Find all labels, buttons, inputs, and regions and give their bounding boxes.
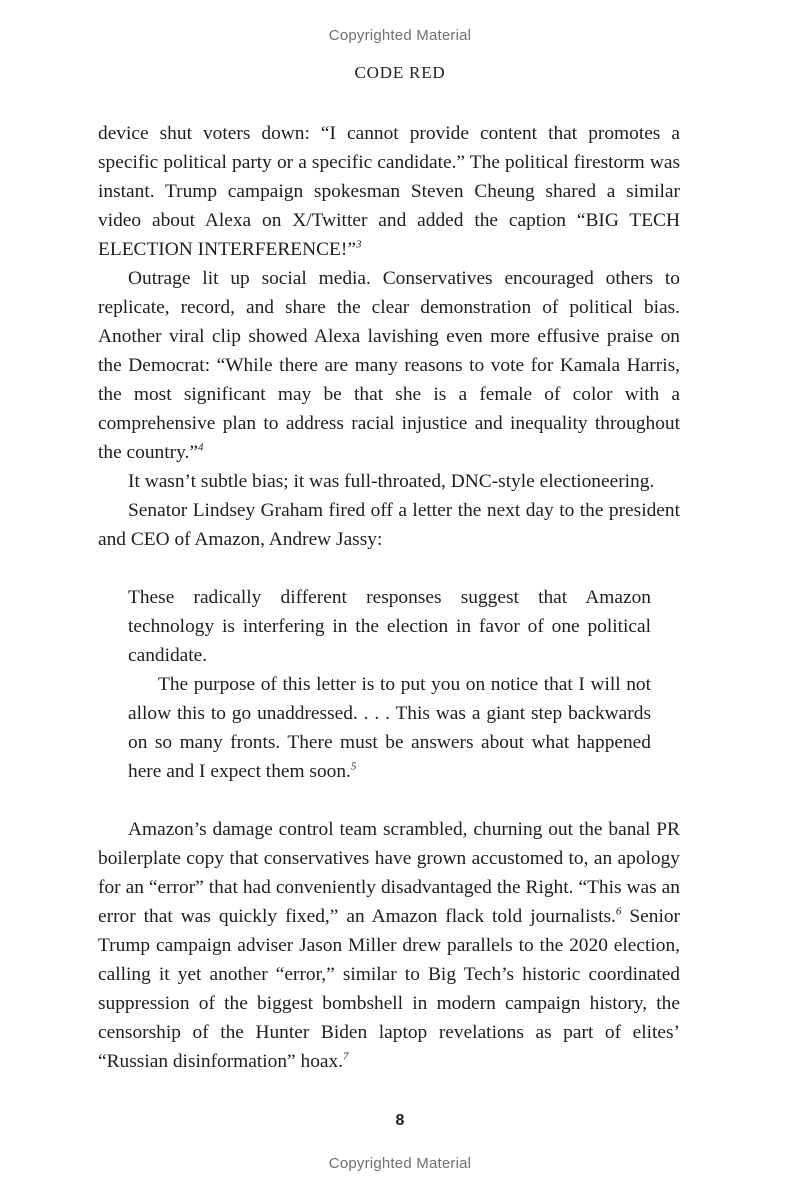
page-number: 8 [395,1112,405,1129]
footnote-marker[interactable]: 5 [350,760,357,773]
paragraph-text: Amazon’s damage control team scrambled, churning out the banal PR boilerplate copy that conservatives have grown accustomed to, an apology for an “error” that had conveniently disadvantaged the Right. “This was an error that was quickly fixed,” an Amazon flack told journalists. [98,819,680,927]
quote-text: The purpose of this letter is to put you on notice that I will not allow this to go unaddressed. . . . This was a giant step backwards on so many fronts. There must be answers about what happened here and I expect them soon. [128,674,651,782]
paragraph: Senator Lindsey Graham fired off a letter the next day to the president and CEO of Amazon, Andrew Jassy: [98,500,680,550]
paragraph [98,119,680,264]
footnote-marker[interactable]: 7 [343,1050,349,1063]
paragraph-text: device shut voters down: “I cannot provide content that promotes a specific political party or a specific candidate.” The political firestorm was instant. Trump campaign spokesman Steven Cheung shared a similar video about Alexa on X/Twitter and added the caption “BIG TECH ELECTION INTERFERENCE!” [98,123,680,260]
copyright-watermark-top: Copyrighted Material [328,27,472,44]
quote-paragraph [128,670,651,786]
body-text [98,119,680,1076]
paragraph-text: Senior Trump campaign adviser Jason Miller drew parallels to the 2020 election, calling it yet another “error,” similar to Big Tech’s historic coordinated suppression of the biggest bombshell in modern campaign history, the censorship of the Hunter Biden laptop revelations as part of elites’ “Russian disinformation” hoax. [98,906,680,1072]
quote-paragraph: These radically different responses suggest that Amazon technology is interfering in the election in favor of one political candidate. [128,587,651,666]
paragraph [98,264,680,467]
block-quote [128,583,651,786]
paragraph [98,815,680,1076]
paragraph-text: Outrage lit up social media. Conservatives encouraged others to replicate, record, and share the clear demonstration of political bias. Another viral clip showed Alexa lavishing even more effusive praise on the Democrat: “While there are many reasons to vote for Kamala Harris, the most significant may be that she is a female of color with a comprehensive plan to address racial injustice and inequality throughout the country.” [98,268,680,463]
running-head: CODE RED [354,63,446,82]
footnote-marker[interactable]: 3 [355,238,362,251]
footnote-marker[interactable]: 4 [197,441,204,454]
footnote-marker[interactable]: 6 [615,905,622,918]
paragraph: It wasn’t subtle bias; it was full-throated, DNC-style electioneering. [128,471,655,492]
copyright-watermark-bottom: Copyrighted Material [328,1155,472,1172]
